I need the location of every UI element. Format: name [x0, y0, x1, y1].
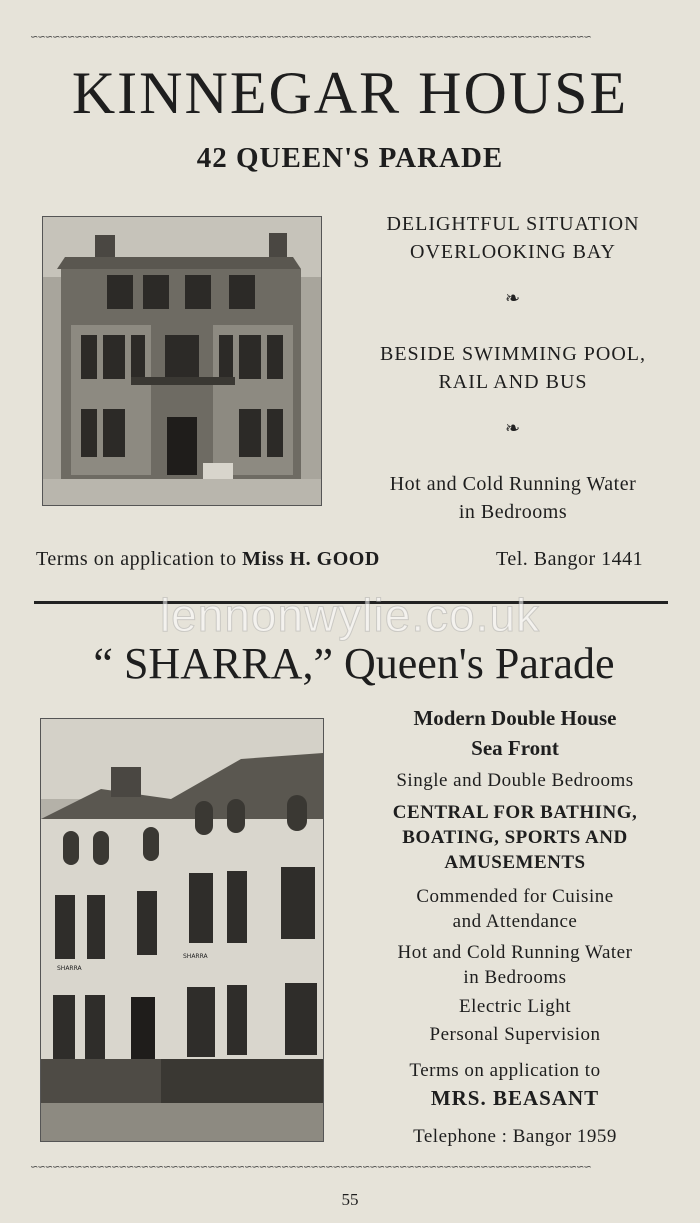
headline-line-1: Modern Double House	[413, 706, 617, 730]
kinnegar-address: 42 QUEEN'S PARADE	[196, 142, 504, 174]
bottom-ornament-border: ∽∽∽∽∽∽∽∽∽∽∽∽∽∽∽∽∽∽∽∽∽∽∽∽∽∽∽∽∽∽∽∽∽∽∽∽∽∽∽∽∽∽∽∽∽∽∽∽∽∽∽∽∽∽∽∽∽∽∽∽∽∽∽∽∽∽∽∽∽∽∽∽∽∽∽∽	[30, 1163, 591, 1173]
sharra-house-illustration	[41, 719, 323, 1141]
building-sign-left: SHARRA	[57, 965, 82, 972]
situation-line-1: DELIGHTFUL SITUATION	[386, 213, 640, 235]
central-line-2: BOATING, SPORTS AND	[402, 827, 628, 848]
kinnegar-house-title: KINNEGAR HOUSE	[71, 60, 629, 126]
water-line-2: in Bedrooms	[458, 501, 568, 523]
watermark-text: lennonwylie.co.uk	[159, 589, 541, 641]
top-ornament-border: ∽∽∽∽∽∽∽∽∽∽∽∽∽∽∽∽∽∽∽∽∽∽∽∽∽∽∽∽∽∽∽∽∽∽∽∽∽∽∽∽∽∽∽∽∽∽∽∽∽∽∽∽∽∽∽∽∽∽∽∽∽∽∽∽∽∽∽∽∽∽∽∽∽∽∽∽	[30, 33, 591, 43]
headline-line-2: Sea Front	[471, 736, 559, 760]
central-line-1: CENTRAL FOR BATHING,	[392, 802, 638, 823]
terms-line	[36, 548, 380, 571]
kinnegar-house-illustration	[43, 217, 321, 505]
cuisine-line-2: and Attendance	[452, 911, 578, 932]
electric-line: Electric Light	[459, 996, 571, 1017]
telephone-kinnegar: Tel. Bangor 1441	[496, 548, 644, 570]
sharra-house-photo	[40, 718, 324, 1142]
terms-name: Miss H. GOOD	[242, 548, 380, 570]
terms-prefix: Terms on application to	[36, 548, 237, 570]
bedrooms-line: Single and Double Bedrooms	[396, 770, 634, 791]
central-line-3: AMUSEMENTS	[444, 852, 586, 873]
terms-name-2: MRS. BEASANT	[430, 1086, 600, 1110]
building-sign-right: SHARRA	[183, 953, 208, 960]
cuisine-line-1: Commended for Cuisine	[416, 886, 614, 907]
sharra-title: “ SHARRA,” Queen's Parade	[93, 639, 615, 688]
ornament-icon: ❧	[504, 288, 522, 308]
location-line-2: RAIL AND BUS	[438, 371, 588, 393]
telephone-sharra: Telephone : Bangor 1959	[413, 1126, 617, 1147]
water-line-2: in Bedrooms	[463, 967, 567, 988]
supervision-line: Personal Supervision	[429, 1024, 601, 1045]
water-line-1: Hot and Cold Running Water	[397, 942, 633, 963]
ornament-icon: ❧	[504, 418, 522, 438]
location-line-1: BESIDE SWIMMING POOL,	[380, 343, 646, 365]
water-line-1: Hot and Cold Running Water	[389, 473, 637, 495]
kinnegar-house-photo	[42, 216, 322, 506]
situation-line-2: OVERLOOKING BAY	[410, 241, 616, 263]
terms-line-2: Terms on application to	[409, 1060, 601, 1081]
page-number: 55	[341, 1190, 359, 1209]
